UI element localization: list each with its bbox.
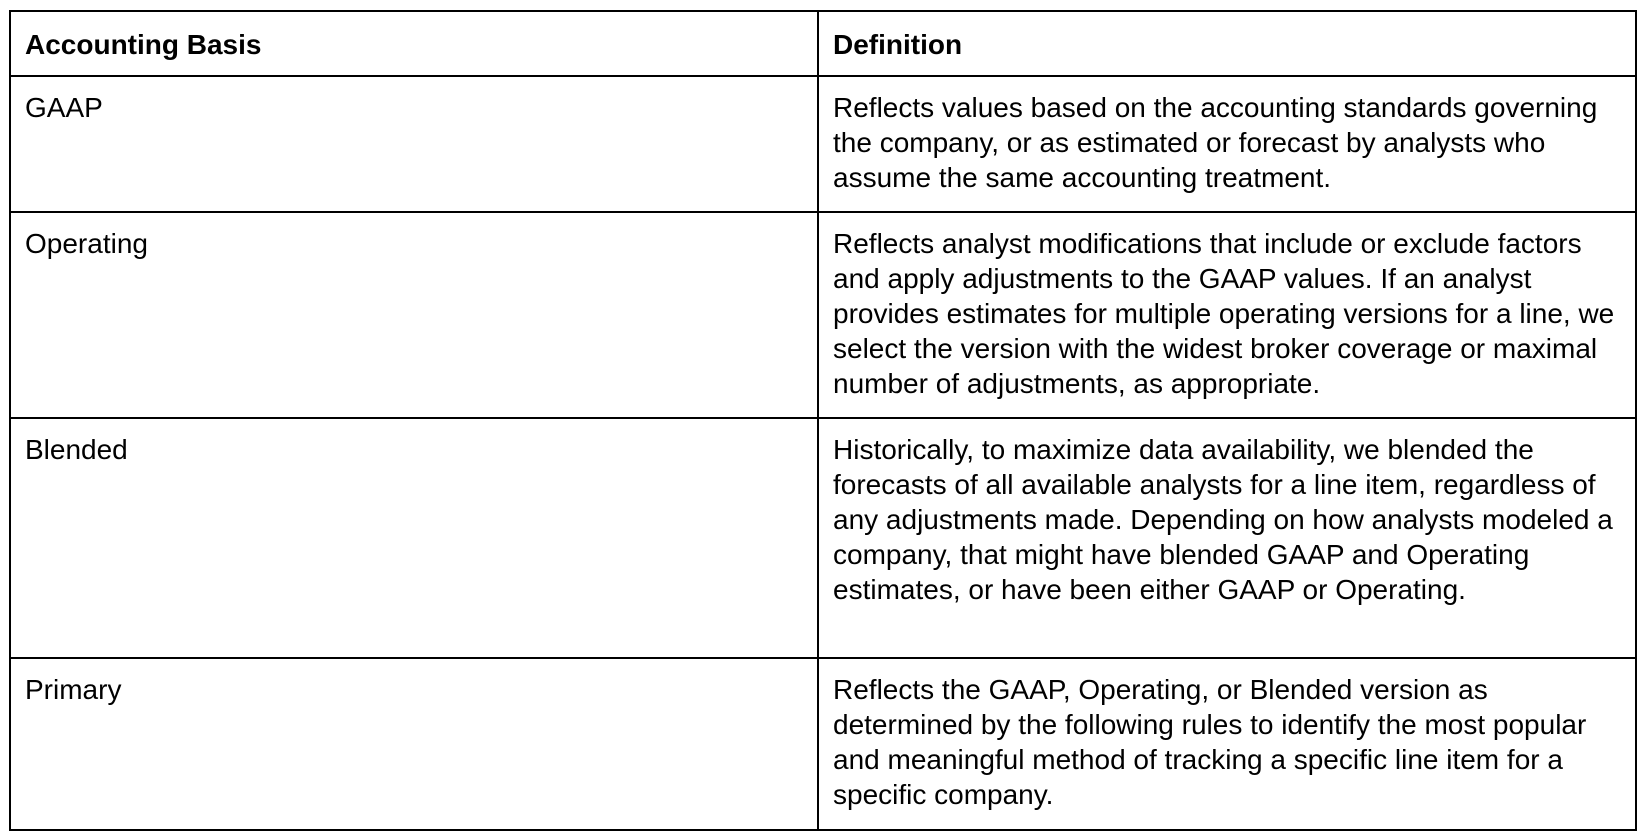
basis-cell: Primary xyxy=(10,658,818,830)
definition-cell: Reflects analyst modifications that include or exclude factors and apply adjustments to the GAAP values. If an analyst provides estimates for multiple operating versions for a line, we select the version with the widest broker coverage or maximal number of adjustments, as appropriate. xyxy=(818,212,1636,418)
basis-cell: Operating xyxy=(10,212,818,418)
table-row xyxy=(10,658,1636,830)
table-row xyxy=(10,76,1636,212)
table-header-row xyxy=(10,11,1636,76)
table-row xyxy=(10,418,1636,658)
header-definition: Definition xyxy=(818,11,1636,76)
table-row xyxy=(10,212,1636,418)
basis-cell: Blended xyxy=(10,418,818,658)
definition-cell: Reflects values based on the accounting standards governing the company, or as estimated or forecast by analysts who assume the same accounting treatment. xyxy=(818,76,1636,212)
header-accounting-basis: Accounting Basis xyxy=(10,11,818,76)
basis-cell: GAAP xyxy=(10,76,818,212)
definition-cell: Historically, to maximize data availability, we blended the forecasts of all available analysts for a line item, regardless of any adjustments made. Depending on how analysts modeled a company, that might have blended GAAP and Operating estimates, or have been either GAAP or Operating. xyxy=(818,418,1636,658)
definition-cell: Reflects the GAAP, Operating, or Blended version as determined by the following rules to identify the most popular and meaningful method of tracking a specific line item for a specific company. xyxy=(818,658,1636,830)
accounting-basis-table xyxy=(9,10,1637,831)
